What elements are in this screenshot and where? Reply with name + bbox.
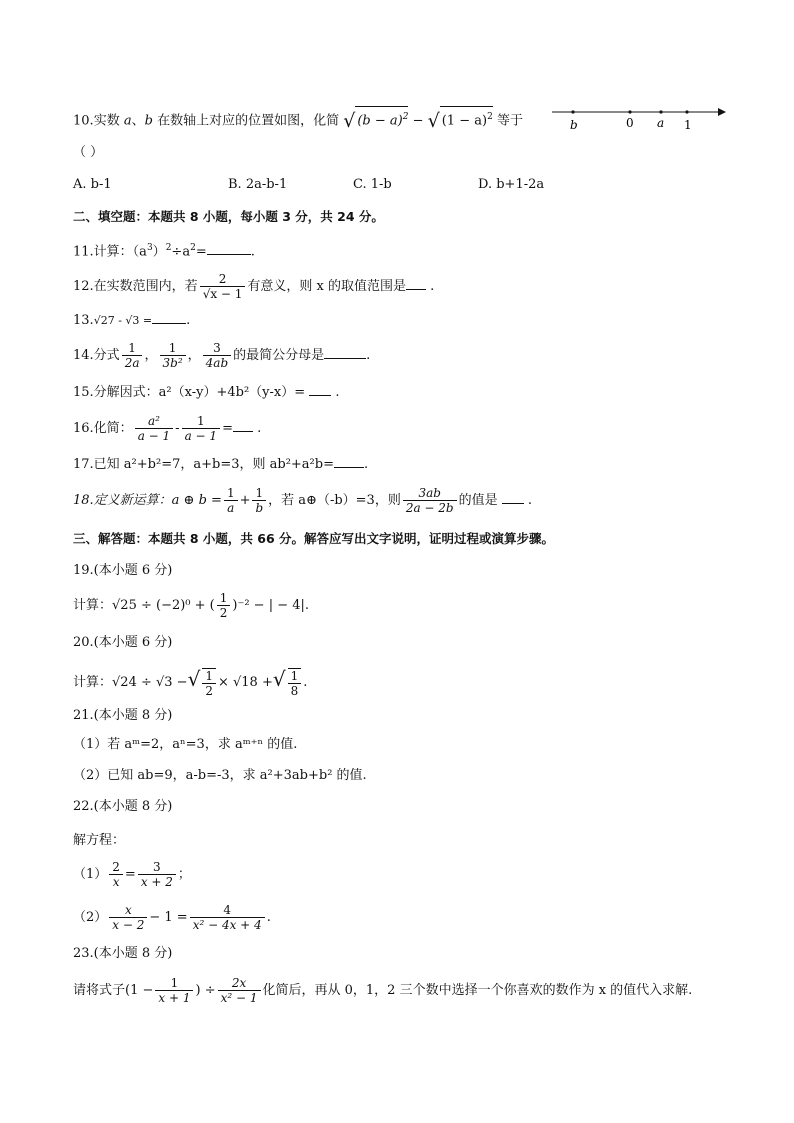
q20-sqrt-1: √	[187, 667, 201, 691]
q11-rest: ÷a	[171, 244, 191, 260]
q20-sqrt-2: √	[272, 667, 286, 691]
q16-prefix: 16.化简：	[73, 421, 133, 436]
q12-prefix: 12.在实数范围内，若	[73, 279, 198, 294]
q10-number: 10.	[73, 113, 94, 129]
option-c: C. 1-b	[353, 177, 392, 192]
q16-end: .	[257, 421, 262, 436]
q23-prefix: 请将式子	[73, 983, 126, 998]
q18-prefix: 18.定义新运算：a ⊕ b =	[73, 493, 222, 508]
point-0	[628, 110, 631, 113]
q17-line	[73, 455, 368, 475]
q22-p2-ln: x	[109, 903, 147, 918]
q16-f2-num: 1	[182, 414, 220, 429]
q19-f-den: 2	[219, 606, 228, 620]
q20-f1-num: 1	[202, 669, 216, 684]
q18-plus: +	[239, 493, 251, 508]
q12-line	[73, 270, 434, 304]
q14-f2-den: 3b²	[162, 356, 183, 370]
q16-mid: -	[175, 421, 180, 436]
q11-line	[73, 238, 255, 262]
point-a	[659, 110, 662, 113]
q19-head: 19.(本小题 6 分)	[73, 563, 173, 578]
section3-title: 三、解答题：本题共 8 小题，共 66 分。解答应写出文字说明，证明过程或演算步骤。	[73, 531, 555, 546]
q10-expr2-text: (1 − a)	[441, 113, 488, 129]
q18-answer-blank[interactable]	[502, 491, 524, 504]
q19-f-num: 1	[217, 591, 231, 606]
q20-prefix: 计算：	[73, 675, 113, 690]
q23-head: 23.(本小题 8 分)	[73, 946, 173, 961]
label-b: b	[570, 118, 578, 132]
option-a: A. b-1	[73, 177, 112, 192]
q22-p1-ln: 2	[109, 860, 123, 875]
q22-part-2	[73, 899, 271, 937]
q18-f3-num: 3ab	[403, 486, 457, 501]
label-1: 1	[684, 118, 692, 132]
q10-text-2: 在数轴上对应的位置如图，化简	[152, 113, 340, 129]
q20-f2-num: 1	[288, 669, 302, 684]
q19-expr-b: )⁻² − | − 4|	[232, 598, 305, 613]
q22-p2-end: .	[266, 910, 271, 925]
q23-line	[73, 972, 692, 1010]
q22-p1-left	[109, 860, 123, 889]
q10-line	[73, 106, 523, 131]
q10-exp1: 2	[402, 112, 409, 122]
q10-paren: （ ）	[73, 145, 104, 160]
q16-line	[73, 410, 261, 448]
q14-frac-2	[160, 341, 186, 370]
q18-suffix: 的值是	[458, 493, 498, 508]
q10-exp2: 2	[487, 112, 493, 122]
q13-prefix: 13.	[73, 313, 94, 328]
q23-f1-num: 1	[155, 976, 193, 991]
q22-p1-right	[138, 860, 176, 889]
q12-fraction	[200, 272, 246, 301]
q16-frac-1	[135, 414, 173, 443]
option-b: B. 2a-b-1	[228, 177, 288, 192]
q10-var-a: a	[123, 113, 132, 129]
q17-text: 17.已知 a²+b²=7，a+b=3，则 ab²+a²b=	[73, 457, 334, 472]
q18-end: .	[527, 493, 533, 508]
q20-line	[73, 660, 307, 702]
q19-end: .	[304, 598, 310, 613]
q22-p2-ld: x − 2	[112, 918, 145, 932]
q22-p1-ld: x	[112, 875, 120, 889]
section2-title: 二、填空题：本题共 8 小题，每小题 3 分，共 24 分。	[73, 209, 384, 224]
point-1	[685, 110, 688, 113]
q23-f2-den: x² − 1	[220, 991, 258, 1005]
q10-sqrt-2: √	[427, 109, 440, 132]
q16-eq: =	[222, 421, 233, 436]
q10-minus: −	[412, 113, 424, 129]
q22-p1-label: （1）	[73, 867, 108, 882]
q18-line	[73, 482, 532, 520]
label-a: a	[657, 116, 665, 130]
q20-frac-1	[202, 668, 216, 698]
q22-intro: 解方程：	[73, 833, 126, 848]
q14-f1-den: 2a	[124, 356, 140, 370]
q15-line	[73, 383, 340, 403]
q14-f3-den: 4ab	[205, 356, 229, 370]
q23-f1-den: x + 1	[158, 991, 191, 1005]
q12-end: .	[430, 279, 435, 294]
number-line-diagram	[550, 100, 730, 136]
label-0: 0	[626, 116, 634, 130]
q13-line	[73, 311, 190, 331]
q10-var-b: b	[144, 113, 153, 129]
q20-expr-a: √24 ÷ √3 −	[112, 675, 188, 690]
number-line-arrow-icon	[718, 108, 726, 116]
q11-sup3: 2	[190, 243, 196, 253]
q15-end: .	[335, 385, 340, 400]
q22-part-1	[73, 856, 191, 894]
q12-answer-blank[interactable]	[406, 277, 426, 290]
q22-p2-rd: x² − 4x + 4	[192, 918, 262, 932]
q22-p2-left	[109, 903, 147, 932]
q16-f1-den: a − 1	[137, 429, 171, 443]
q21-part-2: （2）已知 ab=9，a-b=-3，求 a²+3ab+b² 的值.	[73, 768, 367, 783]
q14-f3-num: 3	[203, 341, 231, 356]
q21-head: 21.(本小题 8 分)	[73, 708, 173, 723]
q22-p2-label: （2）	[73, 910, 108, 925]
q22-p1-rn: 3	[138, 860, 176, 875]
q14-line: 14.分式 $\frac{1}{2a}$ ， $\frac{1}{\text{3b²}}$ ， $\frac{3}{4ab}$ 的最简公分母是 .	[73, 341, 371, 370]
q14-suffix: 的最简公分母是	[233, 348, 325, 363]
q16-answer-blank[interactable]	[233, 419, 253, 432]
q14-frac-3	[203, 341, 231, 370]
q10-sep: 、	[131, 113, 145, 129]
q20-head: 20.(本小题 6 分)	[73, 635, 173, 650]
q22-head: 22.(本小题 8 分)	[73, 799, 173, 814]
q14-end: .	[366, 348, 371, 363]
q23-frac-1	[155, 976, 193, 1005]
q13-expr: √27 - √3 =	[93, 314, 153, 327]
q14-frac-1	[122, 341, 143, 370]
q17-answer-blank[interactable]	[334, 455, 364, 468]
q22-p2-rn: 4	[190, 903, 265, 918]
q18-f1-num: 1	[224, 486, 238, 501]
q18-f2-den: b	[255, 501, 264, 515]
q10-expr1-text: (b − a)	[357, 113, 403, 129]
q18-f1-den: a	[227, 501, 235, 515]
q10-expr-2	[440, 106, 493, 131]
q22-p1-end: ；	[177, 867, 191, 882]
q10-sqrt-1: √	[343, 109, 356, 132]
q14-answer-blank[interactable]	[324, 346, 366, 359]
q10-text: 实数	[93, 113, 124, 129]
point-b	[571, 110, 574, 113]
q13-end: .	[186, 313, 191, 328]
q21-part-1: （1）若 aᵐ=2，aⁿ=3，求 aᵐ⁺ⁿ 的值.	[73, 737, 298, 752]
q20-f1-den: 2	[205, 683, 213, 698]
q16-frac-2	[182, 414, 220, 443]
q20-f2-den: 8	[290, 683, 299, 698]
q20-frac-2	[288, 668, 302, 698]
q11-end: .	[250, 244, 255, 260]
q16-f1-num: a²	[135, 414, 173, 429]
q23-f2-num: 2x	[218, 976, 261, 991]
q11-answer-blank[interactable]	[207, 242, 251, 255]
q11-sup1: 3	[146, 243, 153, 253]
q19-line	[73, 590, 309, 622]
q15-answer-blank[interactable]	[309, 383, 331, 396]
q14-prefix: 14.分式	[73, 348, 120, 363]
q13-answer-blank[interactable]	[152, 311, 186, 324]
q19-expr-a: √25 ÷ (−2)⁰ + (	[112, 598, 215, 613]
q23-b: ) ÷	[195, 983, 216, 998]
q15-text: 15.分解因式：a²（x-y）+4b²（y-x）=	[73, 385, 306, 400]
q11-eq: =	[195, 244, 207, 260]
q14-f2-num: 1	[160, 341, 186, 356]
q20-end: .	[303, 675, 308, 690]
q11-mid: ）	[152, 244, 166, 260]
q12-den: √x − 1	[202, 287, 243, 301]
q18-f3-den: 2a − 2b	[405, 501, 454, 515]
q23-frac-2	[218, 976, 261, 1005]
q10-text-3: 等于	[496, 113, 523, 129]
q23-a: (1 −	[125, 983, 154, 998]
q18-f2-num: 1	[252, 486, 266, 501]
q23-suffix: 化简后，再从 0，1，2 三个数中选择一个你喜欢的数作为 x 的值代入求解.	[262, 983, 693, 998]
q18-frac-3	[403, 486, 457, 515]
q11-prefix: 11.计算：（a	[73, 244, 147, 260]
q22-p1-eq: =	[124, 867, 136, 882]
q16-f2-den: a − 1	[184, 429, 218, 443]
q19-frac	[217, 591, 231, 620]
q18-mid: ，若 a⊕（-b）=3，则	[268, 493, 401, 508]
q17-end: .	[363, 457, 369, 472]
q11-sup2: 2	[165, 243, 172, 253]
q22-p1-rd: x + 2	[140, 875, 173, 889]
q10-expr-1	[355, 106, 408, 131]
q12-num: 2	[200, 272, 246, 287]
q18-frac-2	[252, 486, 266, 515]
q20-expr-b: × √18 +	[217, 675, 273, 690]
q22-p2-mid: − 1 =	[149, 910, 188, 925]
q14-f1-num: 1	[122, 341, 143, 356]
q18-frac-1	[224, 486, 238, 515]
q12-suffix: 有意义，则 x 的取值范围是	[247, 279, 407, 294]
q19-prefix: 计算：	[73, 598, 113, 613]
option-d: D. b+1-2a	[478, 177, 545, 192]
q22-p2-right	[190, 903, 265, 932]
